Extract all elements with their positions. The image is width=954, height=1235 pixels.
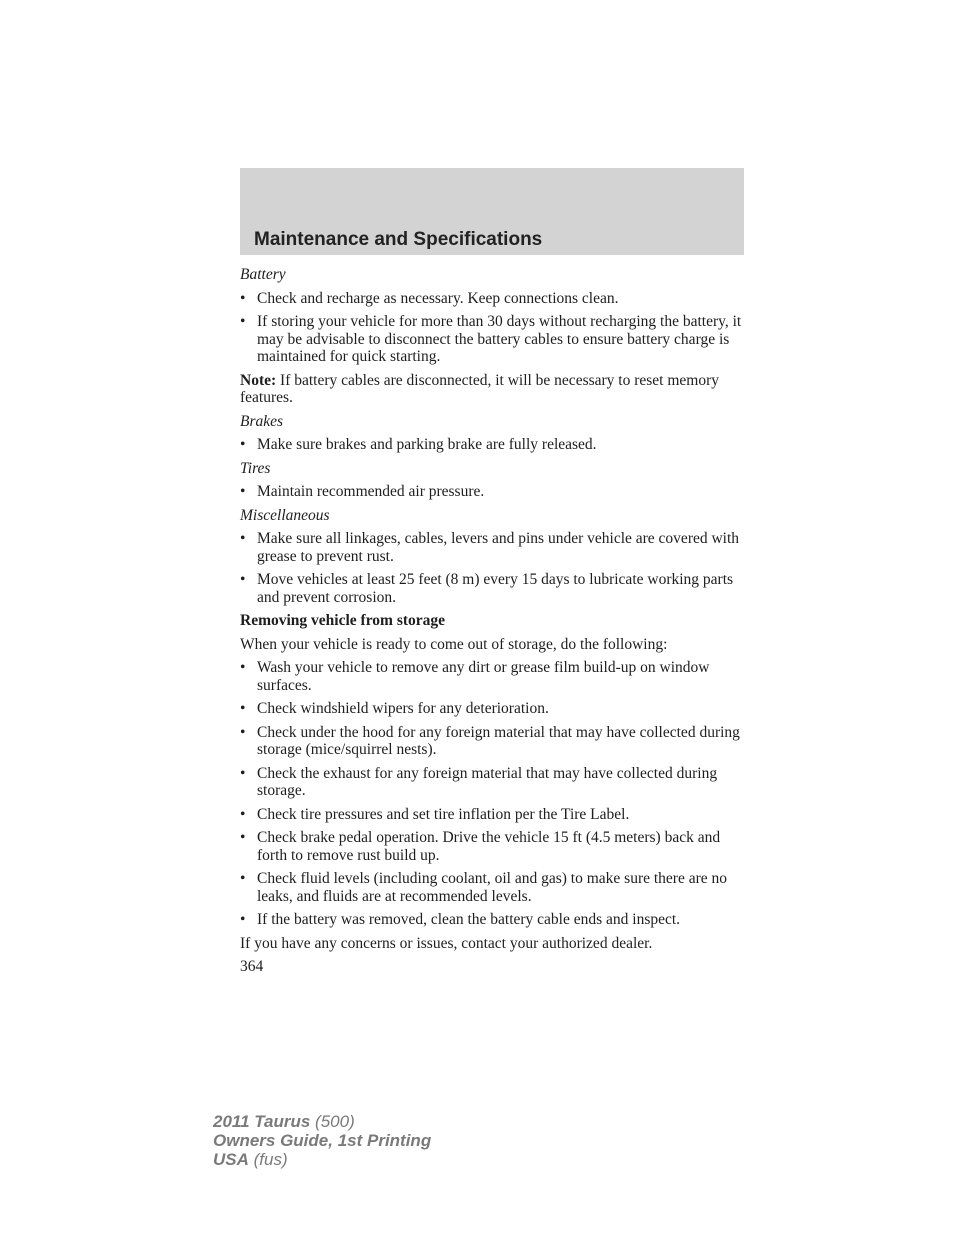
bullet-icon: • [240,571,246,588]
list-item-text: Move vehicles at least 25 feet (8 m) every 15 days to lubricate working parts and prevent corrosion. [257,571,734,606]
bullet-icon: • [240,483,246,500]
list-item-text: If storing your vehicle for more than 30 days without recharging the battery, it may be advisable to disconnect the battery cables to ensure battery charge is maintained for quick starting. [257,313,742,365]
removing-intro: When your vehicle is ready to come out of storage, do the following: [240,635,668,653]
bullet-icon: • [240,870,246,887]
misc-list [240,530,746,606]
bullet-icon: • [240,289,246,307]
list-item [240,700,746,718]
bullet-icon: • [240,764,246,782]
bullet-icon: • [240,700,246,717]
removing-heading: Removing vehicle from storage [240,612,446,629]
battery-list [240,290,746,366]
list-item-text: If the battery was removed, clean the battery cable ends and inspect. [257,911,681,928]
footer-guide-line [213,1131,431,1150]
bullet-icon: • [240,530,246,547]
tires-list [240,483,746,501]
list-item-text: Maintain recommended air pressure. [257,483,485,500]
footer-model-code: (500) [310,1112,355,1131]
list-item [240,724,746,759]
list-item-text: Wash your vehicle to remove any dirt or grease film build-up on window surfaces. [257,659,710,694]
bullet-icon: • [240,436,246,453]
note-label: Note: [240,371,277,389]
bullet-icon: • [240,723,246,741]
list-item [240,313,746,366]
closing-text: If you have any concerns or issues, contact your authorized dealer. [240,934,653,952]
list-item [240,483,746,501]
bullet-icon: • [240,313,246,330]
list-item [240,659,746,694]
bullet-icon: • [240,829,246,846]
bullet-icon: • [240,805,246,823]
list-item [240,911,746,929]
document-footer [213,1112,431,1169]
list-item-text: Check under the hood for any foreign material that may have collected during storage (mice/squirrel nests). [257,723,740,758]
list-item [240,436,746,454]
removing-list [240,659,746,929]
list-item-text: Check the exhaust for any foreign material that may have collected during storage. [257,764,718,799]
list-item-text: Check brake pedal operation. Drive the vehicle 15 ft (4.5 meters) back and forth to remove rust build up. [257,829,721,864]
list-item [240,571,746,606]
list-item [240,290,746,308]
misc-heading: Miscellaneous [240,506,330,524]
bullet-icon: • [240,659,246,676]
list-item [240,829,746,864]
footer-region-line [213,1150,431,1169]
battery-heading: Battery [240,266,286,283]
battery-note [240,372,746,407]
list-item [240,806,746,824]
footer-model: 2011 Taurus [213,1112,311,1131]
list-item [240,870,746,905]
list-item-text: Make sure all linkages, cables, levers and pins under vehicle are covered with grease to prevent rust. [257,530,740,565]
list-item-text: Check tire pressures and set tire inflation per the Tire Label. [257,805,630,823]
section-header-title: Maintenance and Specifications [254,229,543,250]
footer-model-line [213,1112,431,1131]
brakes-heading: Brakes [240,412,284,430]
footer-region-code: (fus) [248,1150,288,1169]
footer-guide: Owners Guide, 1st Printing [213,1131,432,1150]
page-number: 364 [240,958,264,975]
list-item-text: Check windshield wipers for any deterioration. [257,700,549,717]
tires-heading: Tires [240,459,271,477]
list-item-text: Make sure brakes and parking brake are fully released. [257,436,597,453]
footer-region: USA [213,1150,249,1169]
list-item-text: Check and recharge as necessary. Keep connections clean. [257,289,619,307]
note-text: If battery cables are disconnected, it will be necessary to reset memory features. [240,371,720,406]
list-item [240,530,746,565]
brakes-list [240,436,746,454]
list-item-text: Check fluid levels (including coolant, oil and gas) to make sure there are no leaks, and fluids are at recommended levels. [257,870,728,905]
page-content [240,266,746,976]
bullet-icon: • [240,911,246,928]
list-item [240,765,746,800]
section-header-band [240,168,744,255]
